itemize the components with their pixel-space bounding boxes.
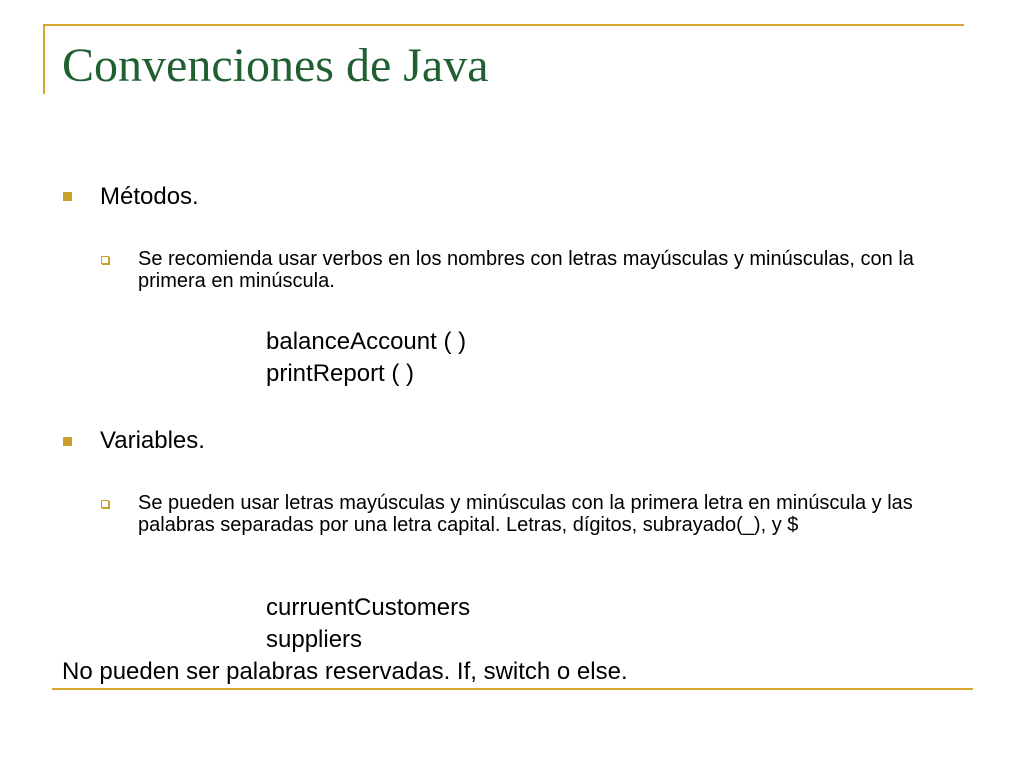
frame-left-line bbox=[43, 24, 45, 94]
section-detail-metodos: Se recomienda usar verbos en los nombres con letras mayúsculas y minúsculas, con la primera en minúscula. bbox=[138, 248, 914, 292]
code-example-current-customers: curruentCustomers bbox=[266, 594, 471, 621]
frame-top-line bbox=[43, 24, 964, 26]
section-heading-variables: Variables. bbox=[100, 427, 205, 454]
code-example-balance-account: balanceAccount ( ) bbox=[266, 328, 467, 355]
code-example-suppliers: suppliers bbox=[266, 626, 363, 653]
hollow-square-bullet-icon bbox=[101, 256, 109, 264]
square-bullet-icon bbox=[63, 192, 72, 201]
reserved-words-note: No pueden ser palabras reservadas. If, switch o else. bbox=[62, 658, 628, 685]
frame-bottom-line bbox=[52, 688, 973, 690]
code-example-print-report: printReport ( ) bbox=[266, 360, 415, 387]
hollow-square-bullet-icon bbox=[101, 500, 109, 508]
slide-title: Convenciones de Java bbox=[62, 39, 489, 92]
section-heading-metodos: Métodos. bbox=[100, 183, 199, 210]
square-bullet-icon bbox=[63, 437, 72, 446]
section-detail-variables: Se pueden usar letras mayúsculas y minúsculas con la primera letra en minúscula y las palabras separadas por una letra capital. Letras, dígitos, subrayado(_), y $ bbox=[138, 492, 913, 536]
